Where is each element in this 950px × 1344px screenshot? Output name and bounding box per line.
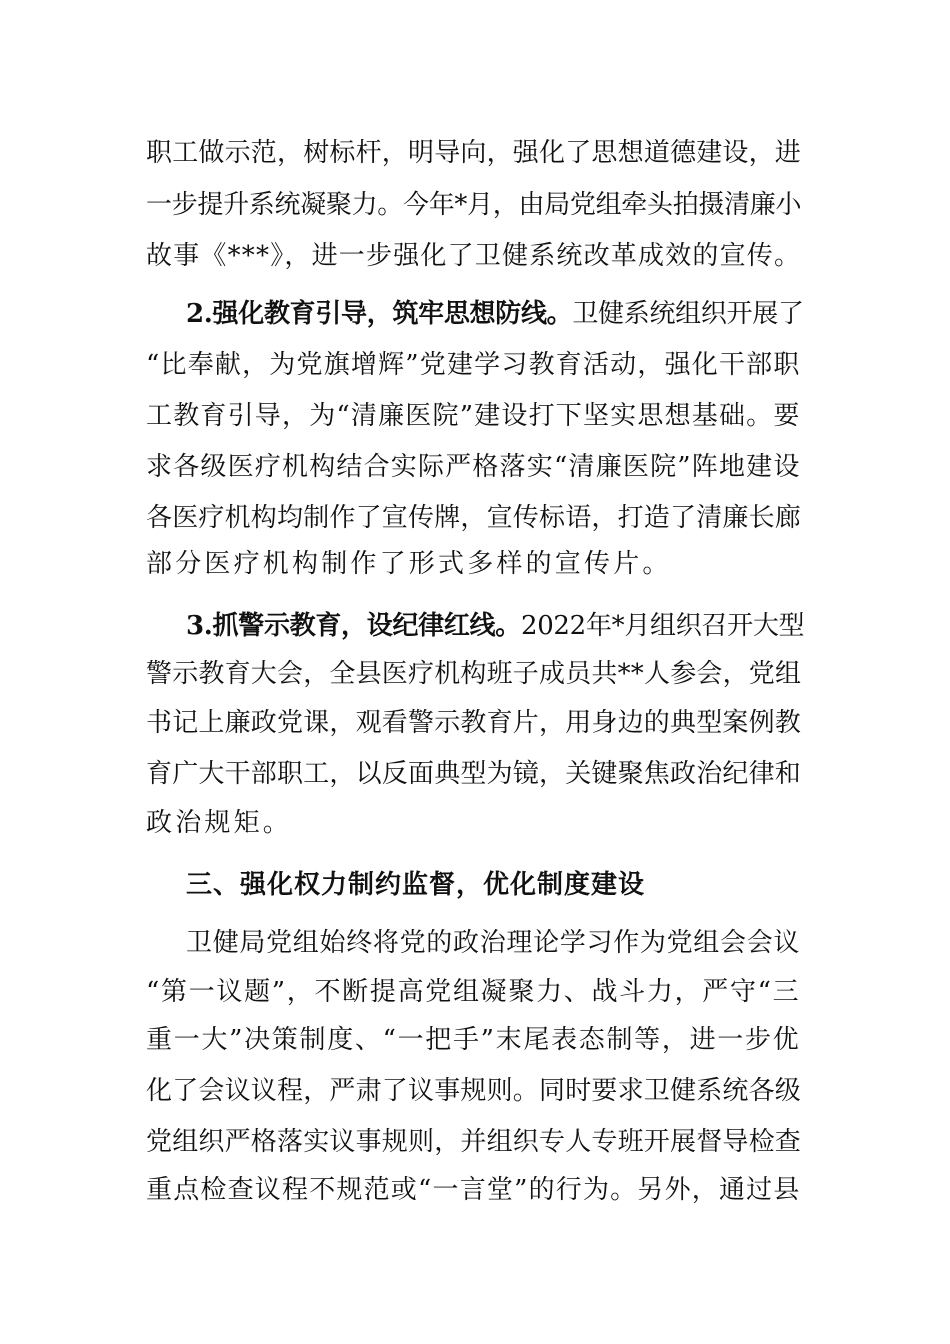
- paragraph-line: 卫健局党组始终将党的政治理论学习作为党组会会议: [186, 928, 801, 958]
- paragraph-line: 育广大干部职工，以反面典型为镜，关键聚焦政治纪律和: [146, 759, 802, 789]
- paragraph-line: [186, 288, 806, 340]
- paragraph-line: 各医疗机构均制作了宣传牌，宣传标语，打造了清廉长廊: [146, 503, 802, 533]
- paragraph-line: 书记上廉政党课，观看警示教育片，用身边的典型案例教: [146, 708, 802, 738]
- paragraph-line: 重点检查议程不规范或“一言堂”的行为。另外，通过县: [146, 1175, 801, 1205]
- subsection-heading: 3.抓警示教育，设纪律红线。: [186, 611, 521, 641]
- paragraph-line: 警示教育大会，全县医疗机构班子成员共**人参会，党组: [146, 659, 802, 689]
- paragraph-line: 一步提升系统凝聚力。今年*月，由局党组牵头拍摄清廉小: [146, 190, 802, 220]
- paragraph-line: [186, 600, 806, 652]
- paragraph-line: 职工做示范，树标杆，明导向，强化了思想道德建设，进: [146, 138, 802, 168]
- paragraph-text: 2022年*月组织召开大型: [520, 611, 805, 641]
- paragraph-line: 求各级医疗机构结合实际严格落实“清廉医院”阵地建设: [146, 452, 801, 482]
- subsection-heading: 2.强化教育引导，筑牢思想防线。: [186, 299, 573, 329]
- paragraph-line: 工教育引导，为“清廉医院”建设打下坚实思想基础。要: [146, 401, 801, 431]
- paragraph-line: 部分医疗机构制作了形式多样的宣传片。: [146, 549, 672, 579]
- paragraph-line: 化了会议议程，严肃了议事规则。同时要求卫健系统各级: [146, 1076, 802, 1106]
- paragraph-text: 卫健系统组织开展了: [572, 299, 804, 329]
- paragraph-line: “比奉献，为党旗增辉”党建学习教育活动，强化干部职: [146, 350, 801, 380]
- section-heading: 三、强化权力制约监督，优化制度建设: [186, 870, 646, 900]
- paragraph-line: “第一议题”，不断提高党组凝聚力、战斗力，严守“三: [146, 977, 801, 1007]
- paragraph-line: 重一大”决策制度、“一把手”末尾表态制等，进一步优: [146, 1025, 801, 1055]
- paragraph-line: 党组织严格落实议事规则，并组织专人专班开展督导检查: [146, 1127, 802, 1157]
- paragraph-line: 政治规矩。: [146, 808, 293, 838]
- paragraph-line: 故事《***》，进一步强化了卫健系统改革成效的宣传。: [146, 241, 802, 271]
